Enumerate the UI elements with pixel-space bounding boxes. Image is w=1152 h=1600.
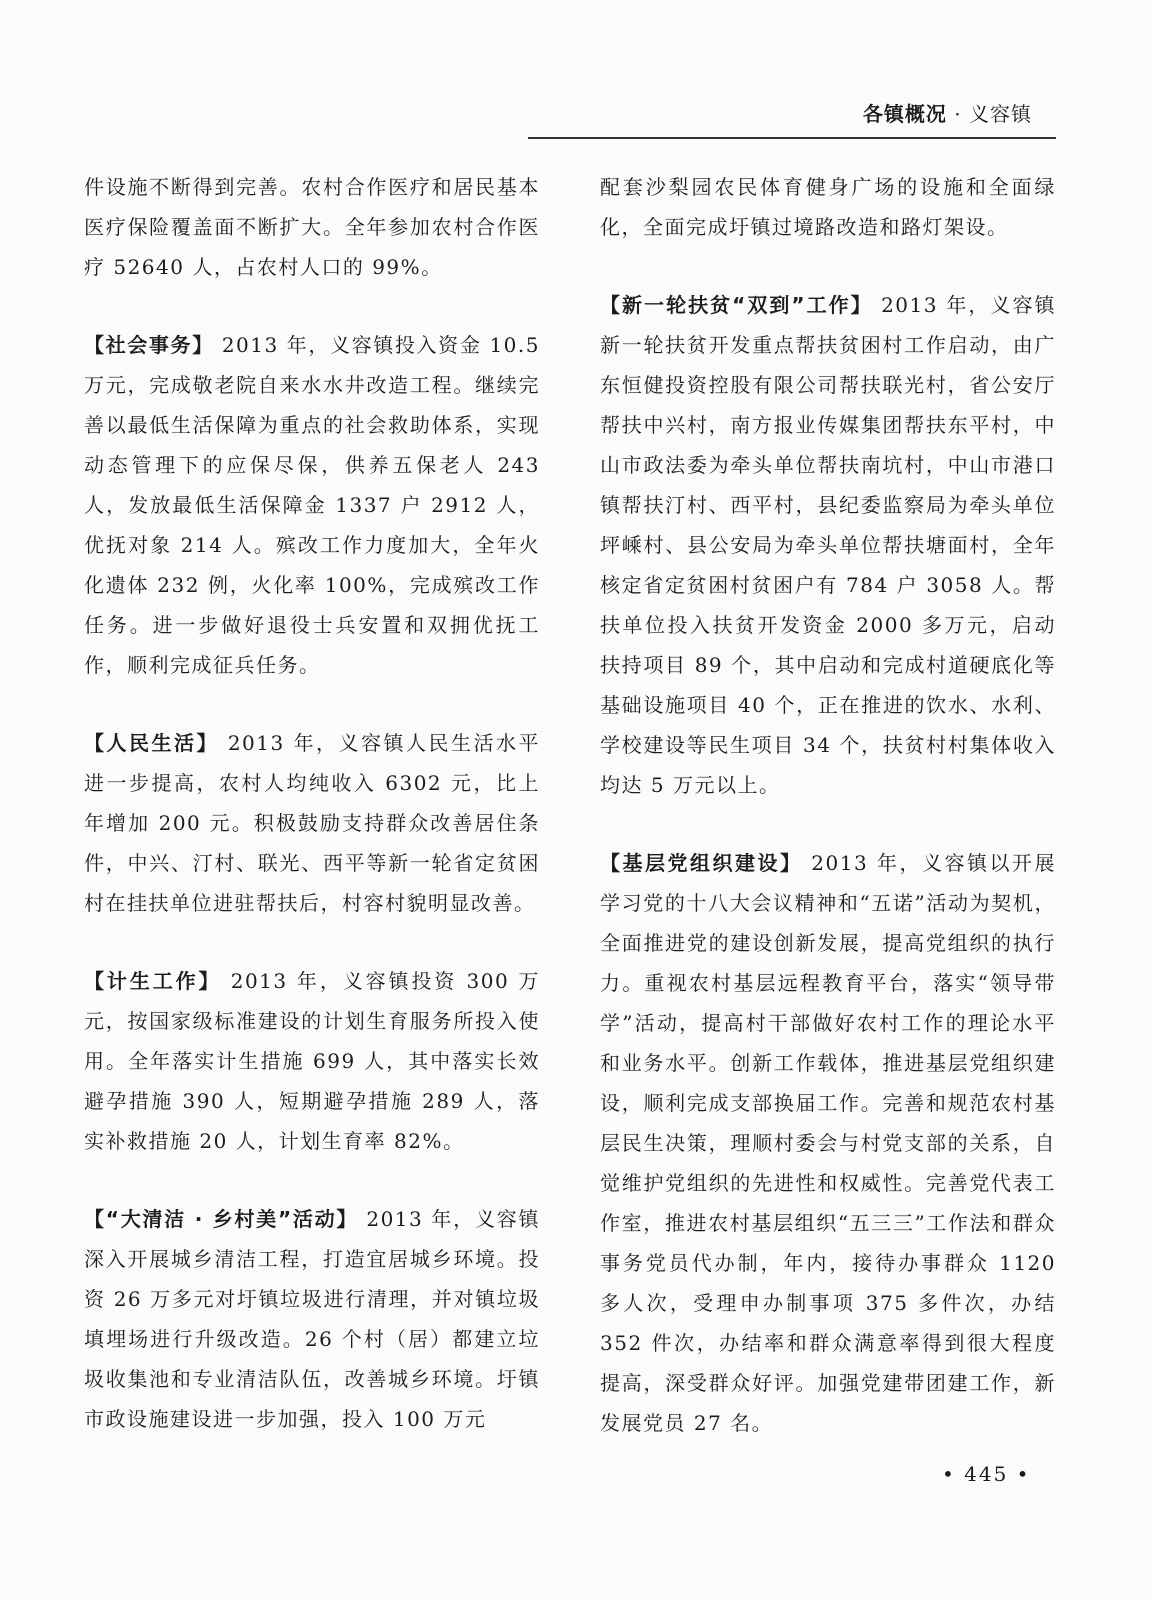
paragraph-family-planning <box>84 961 540 1161</box>
right-column <box>600 167 1056 1443</box>
left-column <box>84 167 540 1439</box>
section-title: 各镇概况 <box>862 102 947 126</box>
continued-paragraph: 配套沙梨园农民体育健身广场的设施和全面绿化，全面完成圩镇过境路改造和路灯架设。 <box>600 175 1056 239</box>
paragraph-body: 2013 年，义容镇投入资金 10.5 万元，完成敬老院自来水水井改造工程。继续完善以最低生活保障为重点的社会救助体系，实现动态管理下的应保尽保，供养五保老人 243 人，发放最低生活保障金 1337 户 2912 人，优抚对象 214 人。殡改工作力度加大，全年火化遗体 232 例，火化率 100%，完成殡改工作任务。进一步做好退役士兵安置和双拥优抚工作，顺利完成征兵任务。 <box>84 333 540 677</box>
paragraph-body: 2013 年，义容镇以开展学习党的十八大会议精神和“五诺”活动为契机，全面推进党的建设创新发展，提高党组织的执行力。重视农村基层远程教育平台，落实“领导带学”活动，提高村干部做好农村工作的理论水平和业务水平。创新工作载体，推进基层党组织建设，顺利完成支部换届工作。完善和规范农村基层民生决策，理顺村委会与村党支部的关系，自觉维护党组织的先进性和权威性。完善党代表工作室，推进农村基层组织“五三三”工作法和群众事务党员代办制，年内，接待办事群众 1120 多人次，受理申办制事项 375 多件次，办结 352 件次，办结率和群众满意率得到很大程度提高，深受群众好评。加强党建带团建工作，新发展党员 27 名。 <box>600 851 1056 1435</box>
paragraph-people-life <box>84 723 540 923</box>
running-head <box>863 98 1032 127</box>
continued-paragraph: 件设施不断得到完善。农村合作医疗和居民基本医疗保险覆盖面不断扩大。全年参加农村合作医疗 52640 人，占农村人口的 99%。 <box>84 175 540 279</box>
paragraph-heading: 【人民生活】 <box>84 731 219 755</box>
page-number: • 445 • <box>942 1462 1031 1486</box>
paragraph-heading: 【社会事务】 <box>84 333 214 357</box>
header-separator: · <box>946 102 969 126</box>
paragraph-heading: 【“大清洁 · 乡村美”活动】 <box>84 1207 359 1231</box>
paragraph-body: 2013 年，义容镇人民生活水平进一步提高，农村人均纯收入 6302 元，比上年增加 200 元。积极鼓励支持群众改善居住条件，中兴、汀村、联光、西平等新一轮省定贫困村在挂扶单位进驻帮扶后，村容村貌明显改善。 <box>84 731 540 915</box>
paragraph-poverty-alleviation <box>600 285 1056 805</box>
paragraph-clean-campaign <box>84 1199 540 1439</box>
paragraph-heading: 【新一轮扶贫“双到”工作】 <box>600 293 873 317</box>
paragraph-body: 2013 年，义容镇投资 300 万元，按国家级标准建设的计划生育服务所投入使用。全年落实计生措施 699 人，其中落实长效避孕措施 390 人，短期避孕措施 289 人，落实补救措施 20 人，计划生育率 82%。 <box>84 969 540 1153</box>
paragraph-social-affairs <box>84 325 540 685</box>
paragraph-body: 2013 年，义容镇深入开展城乡清洁工程，打造宜居城乡环境。投资 26 万多元对圩镇垃圾进行清理，并对镇垃圾填埋场进行升级改造。26 个村（居）都建立垃圾收集池和专业清洁队伍，改善城乡环境。圩镇市政设施建设进一步加强，投入 100 万元 <box>84 1207 541 1431</box>
paragraph-heading: 【基层党组织建设】 <box>600 851 803 875</box>
paragraph-party-building <box>600 843 1056 1443</box>
header-rule <box>528 137 1056 139</box>
paragraph-body: 2013 年，义容镇新一轮扶贫开发重点帮扶贫困村工作启动，由广东恒健投资控股有限公司帮扶联光村，省公安厅帮扶中兴村，南方报业传媒集团帮扶东平村，中山市政法委为牵头单位帮扶南坑村，中山市港口镇帮扶汀村、西平村，县纪委监察局为牵头单位坪嵊村、县公安局为牵头单位帮扶塘面村，全年核定省定贫困村贫困户有 784 户 3058 人。帮扶单位投入扶贫开发资金 2000 多万元，启动扶持项目 89 个，其中启动和完成村道硬底化等基础设施项目 40 个，正在推进的饮水、水利、学校建设等民生项目 34 个，扶贫村村集体收入均达 5 万元以上。 <box>600 293 1056 797</box>
paragraph-heading: 【计生工作】 <box>84 969 222 993</box>
town-name: 义容镇 <box>969 102 1032 126</box>
